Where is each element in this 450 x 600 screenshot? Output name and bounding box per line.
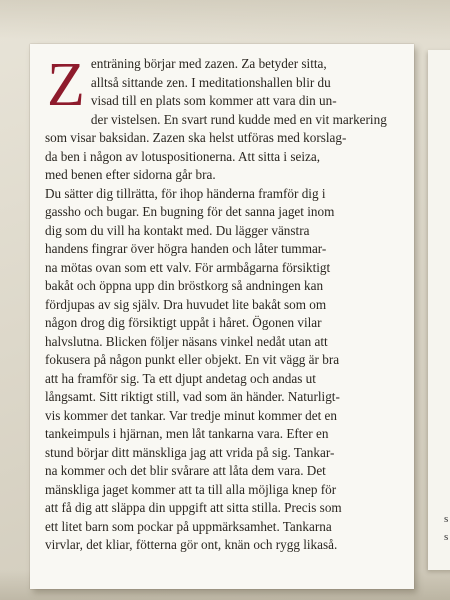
neighbor-sign-text: [444, 510, 450, 546]
text-line: virvlar, det kliar, fötterna gör ont, knän och rygg likaså.: [45, 537, 338, 552]
text-line: långsamt. Sitt riktigt still, vad som än händer. Naturligt-: [45, 389, 340, 404]
text-line: mänskliga jaget kommer att ta till alla möjliga knep för: [45, 481, 337, 497]
text-line: fokusera på någon punkt eller objekt. En vit vägg är bra: [45, 352, 340, 367]
text-line: der vistelsen. En svart rund kudde med en vit markering: [90, 111, 387, 127]
text-line: ett litet barn som pockar på uppmärksamhet. Tankarna: [45, 518, 332, 534]
text-line: halvslutna. Blicken följer näsans vinkel nedåt utan att: [45, 333, 328, 349]
text-line: någon drog dig försiktigt uppåt i håret. Ögonen vilar: [45, 315, 322, 330]
text-line: na kommer och det blir svårare att låta dem vara. Det: [45, 463, 326, 478]
text-line: enträning börjar med zazen. Za betyder sitta,: [90, 56, 327, 71]
sign-text: [45, 51, 395, 555]
text-line: handens fingrar över högra handen och låter tummar-: [45, 241, 327, 256]
text-line: na mötas ovan som ett valv. För armbågarna försiktigt: [45, 259, 331, 275]
text-line: bakåt och öppna upp din bröstkorg så andningen kan: [45, 278, 324, 293]
text-line: att ha framför sig. Ta ett djupt andetag och andas ut: [45, 370, 316, 386]
text-line: med benen efter sidorna går bra.: [45, 167, 216, 182]
drop-cap: Z: [47, 51, 85, 119]
wall-shadow: [0, 0, 450, 40]
text-line: dig som du vill ha kontakt med. Du lägger vänstra: [45, 222, 310, 238]
text-line: stund börjar ditt mänskliga jag att vrida på sig. Tankar-: [45, 444, 335, 460]
neighbor-sign: [428, 50, 450, 570]
text-line: att få dig att släppa din uppgift att sitta stilla. Precis som: [45, 500, 342, 515]
text-line: gassho och bugar. En bugning för det sanna jaget inom: [45, 204, 335, 219]
text-line: som visar baksidan. Zazen ska helst utföras med korslag-: [45, 130, 347, 145]
text-line: fördjupas av sig själv. Dra huvudet lite bakåt som om: [45, 296, 327, 312]
text-line: visad till en plats som kommer att vara din un-: [90, 93, 337, 108]
neighbor-char: s: [444, 513, 449, 525]
text-line: vis kommer det tankar. Var tredje minut kommer det en: [45, 407, 338, 423]
neighbor-char: s: [444, 531, 449, 543]
text-line: alltså sittande zen. I meditationshallen blir du: [90, 74, 331, 90]
text-line: da ben i någon av lotuspositionerna. Att sitta i seiza,: [45, 148, 321, 164]
text-line: tankeimpuls i hjärnan, men låt tankarna vara. Efter en: [45, 426, 329, 441]
text-line: Du sätter dig tillrätta, för ihop händerna framför dig i: [45, 185, 326, 201]
